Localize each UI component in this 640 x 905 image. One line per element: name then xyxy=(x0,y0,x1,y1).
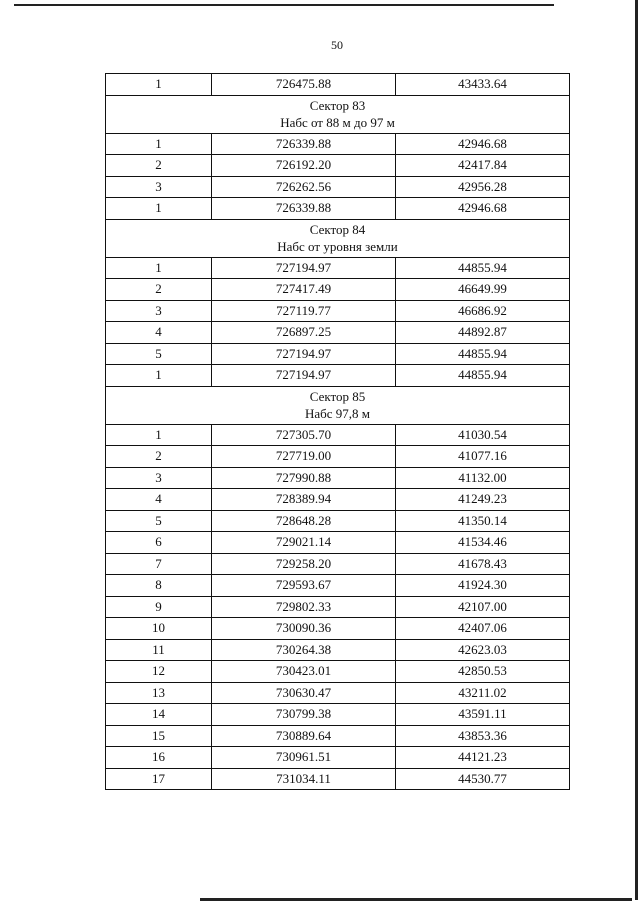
y-coordinate-cell: 41077.16 xyxy=(396,446,570,468)
table-row xyxy=(106,300,570,322)
point-number-cell: 4 xyxy=(106,322,212,344)
table-row xyxy=(106,365,570,387)
x-coordinate-cell: 731034.11 xyxy=(212,768,396,790)
point-number-cell: 7 xyxy=(106,553,212,575)
y-coordinate-cell: 42407.06 xyxy=(396,618,570,640)
table-row xyxy=(106,279,570,301)
x-coordinate-cell: 730961.51 xyxy=(212,747,396,769)
point-number-cell: 8 xyxy=(106,575,212,597)
point-number-cell: 5 xyxy=(106,343,212,365)
table-row xyxy=(106,446,570,468)
point-number-cell: 2 xyxy=(106,155,212,177)
x-coordinate-cell: 726339.88 xyxy=(212,133,396,155)
x-coordinate-cell: 726339.88 xyxy=(212,198,396,220)
y-coordinate-cell: 44855.94 xyxy=(396,343,570,365)
sector-header-cell xyxy=(106,95,570,133)
scan-border-bottom xyxy=(200,898,632,901)
sector-height-range: Набс 97,8 м xyxy=(304,406,371,421)
y-coordinate-cell: 41678.43 xyxy=(396,553,570,575)
y-coordinate-cell: 43853.36 xyxy=(396,725,570,747)
x-coordinate-cell: 726897.25 xyxy=(212,322,396,344)
table-row xyxy=(106,74,570,96)
sector-header-row xyxy=(106,386,570,424)
y-coordinate-cell: 44855.94 xyxy=(396,365,570,387)
y-coordinate-cell: 41132.00 xyxy=(396,467,570,489)
point-number-cell: 1 xyxy=(106,365,212,387)
table-row xyxy=(106,257,570,279)
coordinates-table xyxy=(105,73,570,790)
point-number-cell: 2 xyxy=(106,446,212,468)
x-coordinate-cell: 729021.14 xyxy=(212,532,396,554)
x-coordinate-cell: 727119.77 xyxy=(212,300,396,322)
sector-header-row xyxy=(106,219,570,257)
x-coordinate-cell: 726262.56 xyxy=(212,176,396,198)
y-coordinate-cell: 44892.87 xyxy=(396,322,570,344)
y-coordinate-cell: 43433.64 xyxy=(396,74,570,96)
point-number-cell: 9 xyxy=(106,596,212,618)
table-row xyxy=(106,768,570,790)
x-coordinate-cell: 730889.64 xyxy=(212,725,396,747)
sector-header-row xyxy=(106,95,570,133)
x-coordinate-cell: 727194.97 xyxy=(212,257,396,279)
x-coordinate-cell: 728389.94 xyxy=(212,489,396,511)
table-row xyxy=(106,661,570,683)
y-coordinate-cell: 42107.00 xyxy=(396,596,570,618)
x-coordinate-cell: 726192.20 xyxy=(212,155,396,177)
table-row xyxy=(106,489,570,511)
point-number-cell: 16 xyxy=(106,747,212,769)
table-row xyxy=(106,682,570,704)
point-number-cell: 3 xyxy=(106,467,212,489)
y-coordinate-cell: 41249.23 xyxy=(396,489,570,511)
y-coordinate-cell: 42417.84 xyxy=(396,155,570,177)
x-coordinate-cell: 728648.28 xyxy=(212,510,396,532)
x-coordinate-cell: 730264.38 xyxy=(212,639,396,661)
point-number-cell: 1 xyxy=(106,198,212,220)
x-coordinate-cell: 727719.00 xyxy=(212,446,396,468)
y-coordinate-cell: 43591.11 xyxy=(396,704,570,726)
x-coordinate-cell: 729802.33 xyxy=(212,596,396,618)
y-coordinate-cell: 42946.68 xyxy=(396,198,570,220)
point-number-cell: 15 xyxy=(106,725,212,747)
x-coordinate-cell: 727194.97 xyxy=(212,343,396,365)
y-coordinate-cell: 46649.99 xyxy=(396,279,570,301)
point-number-cell: 10 xyxy=(106,618,212,640)
y-coordinate-cell: 42956.28 xyxy=(396,176,570,198)
scan-border-right xyxy=(635,0,638,900)
y-coordinate-cell: 41534.46 xyxy=(396,532,570,554)
point-number-cell: 17 xyxy=(106,768,212,790)
y-coordinate-cell: 42623.03 xyxy=(396,639,570,661)
y-coordinate-cell: 42946.68 xyxy=(396,133,570,155)
sector-title: Сектор 83 xyxy=(309,98,366,113)
x-coordinate-cell: 730630.47 xyxy=(212,682,396,704)
scan-border-top xyxy=(14,4,554,6)
point-number-cell: 2 xyxy=(106,279,212,301)
table-row xyxy=(106,343,570,365)
table-row xyxy=(106,553,570,575)
y-coordinate-cell: 44121.23 xyxy=(396,747,570,769)
point-number-cell: 13 xyxy=(106,682,212,704)
y-coordinate-cell: 46686.92 xyxy=(396,300,570,322)
y-coordinate-cell: 41924.30 xyxy=(396,575,570,597)
point-number-cell: 3 xyxy=(106,300,212,322)
table-row xyxy=(106,467,570,489)
table-row xyxy=(106,155,570,177)
y-coordinate-cell: 44530.77 xyxy=(396,768,570,790)
x-coordinate-cell: 727417.49 xyxy=(212,279,396,301)
y-coordinate-cell: 41350.14 xyxy=(396,510,570,532)
x-coordinate-cell: 729258.20 xyxy=(212,553,396,575)
point-number-cell: 6 xyxy=(106,532,212,554)
y-coordinate-cell: 44855.94 xyxy=(396,257,570,279)
x-coordinate-cell: 730090.36 xyxy=(212,618,396,640)
point-number-cell: 1 xyxy=(106,424,212,446)
sector-title: Сектор 85 xyxy=(309,389,366,404)
table-row xyxy=(106,725,570,747)
point-number-cell: 3 xyxy=(106,176,212,198)
sector-header-cell xyxy=(106,219,570,257)
point-number-cell: 11 xyxy=(106,639,212,661)
table-row xyxy=(106,532,570,554)
x-coordinate-cell: 726475.88 xyxy=(212,74,396,96)
table-row xyxy=(106,704,570,726)
coordinates-table-body xyxy=(106,74,570,790)
table-row xyxy=(106,510,570,532)
y-coordinate-cell: 42850.53 xyxy=(396,661,570,683)
table-row xyxy=(106,198,570,220)
point-number-cell: 14 xyxy=(106,704,212,726)
point-number-cell: 4 xyxy=(106,489,212,511)
y-coordinate-cell: 41030.54 xyxy=(396,424,570,446)
table-row xyxy=(106,618,570,640)
table-row xyxy=(106,133,570,155)
sector-title: Сектор 84 xyxy=(309,222,366,237)
sector-height-range: Набс от уровня земли xyxy=(277,239,398,254)
y-coordinate-cell: 43211.02 xyxy=(396,682,570,704)
point-number-cell: 12 xyxy=(106,661,212,683)
point-number-cell: 1 xyxy=(106,257,212,279)
point-number-cell: 5 xyxy=(106,510,212,532)
table-row xyxy=(106,596,570,618)
point-number-cell: 1 xyxy=(106,74,212,96)
table-row xyxy=(106,639,570,661)
x-coordinate-cell: 730423.01 xyxy=(212,661,396,683)
x-coordinate-cell: 727990.88 xyxy=(212,467,396,489)
point-number-cell: 1 xyxy=(106,133,212,155)
x-coordinate-cell: 729593.67 xyxy=(212,575,396,597)
sector-header-cell xyxy=(106,386,570,424)
x-coordinate-cell: 730799.38 xyxy=(212,704,396,726)
table-row xyxy=(106,424,570,446)
table-row xyxy=(106,747,570,769)
table-row xyxy=(106,575,570,597)
table-row xyxy=(106,322,570,344)
x-coordinate-cell: 727194.97 xyxy=(212,365,396,387)
sector-height-range: Набс от 88 м до 97 м xyxy=(280,115,395,130)
table-row xyxy=(106,176,570,198)
page-number: 50 xyxy=(331,38,343,52)
x-coordinate-cell: 727305.70 xyxy=(212,424,396,446)
